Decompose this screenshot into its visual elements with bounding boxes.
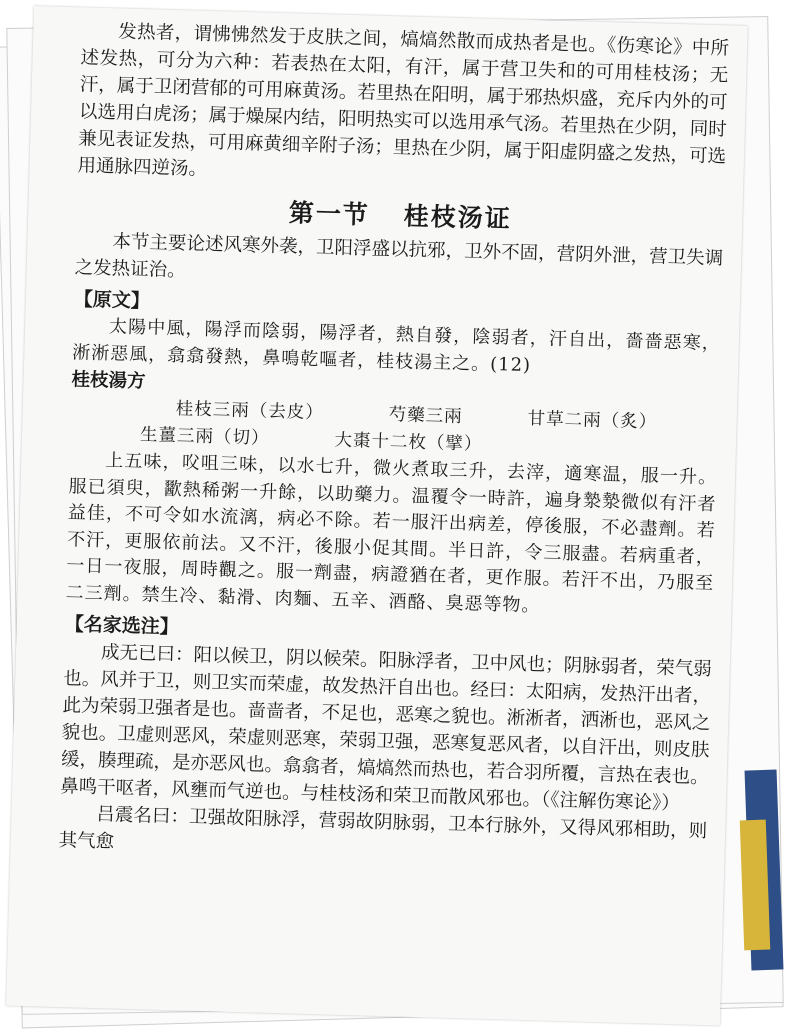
- section-name: 桂枝汤证: [403, 201, 513, 234]
- original-text: 太陽中風，陽浮而陰弱，陽浮者，熱自發，陰弱者，汗自出，嗇嗇惡寒，淅淅惡風，翕翕發熱，鼻鳴乾嘔者，桂枝湯主之。(12): [72, 316, 722, 376]
- herb-item: 甘草二兩（炙）: [527, 408, 658, 433]
- book-cover-edge: [740, 820, 771, 951]
- book-page: [6, 6, 748, 1026]
- section-summary: 本节主要论述风寒外袭，卫阳浮盛以抗邪，卫外不固，营阴外泄，营卫失调之发热证治。: [74, 231, 724, 282]
- original-text-heading: 【原文】: [73, 288, 151, 313]
- herb-item: 生薑三兩（切）: [139, 425, 270, 449]
- formula-name: 桂枝湯方: [71, 369, 146, 393]
- page-content: [58, 17, 729, 872]
- commentary-heading: 【名家选注】: [64, 613, 180, 639]
- preparation-method: 上五味，㕮咀三味，以水七升，微火煮取三升，去滓，適寒温，服一升。服已須臾，歠熱稀粥一升餘，以助藥力。温覆令一時許，遍身漐漐微似有汗者益佳，不可令如水流漓，病必不除。若一服汗出病差，停後服，不必盡劑。若不汗，更服依前法。又不汗，後服小促其間。半日許，令三服盡。若病重者，一日一夜服，周時觀之。服一劑盡，病證猶在者，更作服。若汗不出，乃服至二三劑。禁生冷、黏滑、肉麵、五辛、酒酪、臭惡等物。: [65, 450, 718, 616]
- herb-item: 大棗十二枚（擘）: [334, 430, 483, 455]
- herb-item: 芍藥三兩: [388, 405, 463, 428]
- commentary-cheng: 成无已曰：阳以候卫，阴以候荣。阳脉浮者，卫中风也；阴脉弱者，荣气弱也。风并于卫，则卫实而荣虚，故发热汗自出也。经曰：太阳病，发热汗出者，此为荣弱卫强者是也。啬啬者，不足也，恶寒之貌也。淅淅者，洒淅也，恶风之貌也。卫虚则恶风，荣虚则恶寒，荣弱卫强，恶寒复恶风者，以自汗出，则皮肤缓，腠理疏，是亦恶风也。翕翕者，熇熇然而热也，若合羽所覆，言热在表也。鼻鸣干呕者，风壅而气逆也。与桂枝汤和荣卫而散风邪也。（《注解伤寒论》）: [59, 642, 713, 815]
- section-number: 第一节: [288, 198, 371, 230]
- commentary-lv: 吕震名曰：卫强故阳脉浮，营弱故阴脉弱，卫本行脉外，又得风邪相助，则其气愈: [58, 804, 708, 853]
- intro-paragraph: 发热者，谓怫怫然发于皮肤之间，熇熇然散而成热者是也。《伤寒论》中所述发热，可分为六种：若表热在太阳，有汗，属于营卫失和的可用桂枝汤；无汗，属于卫闭营郁的可用麻黄汤。若里热在阳明，属于邪热炽盛，充斥内外的可以选用白虎汤；属于燥屎内结，阳明热实可以选用承气汤。若里热在少阴，同时兼见表证发热，可用麻黄细辛附子汤；里热在少阴，属于阳虚阴盛之发热，可选用通脉四逆汤。: [77, 21, 730, 180]
- original-text-block: [65, 313, 721, 624]
- herb-item: 桂枝三兩（去皮）: [175, 399, 325, 424]
